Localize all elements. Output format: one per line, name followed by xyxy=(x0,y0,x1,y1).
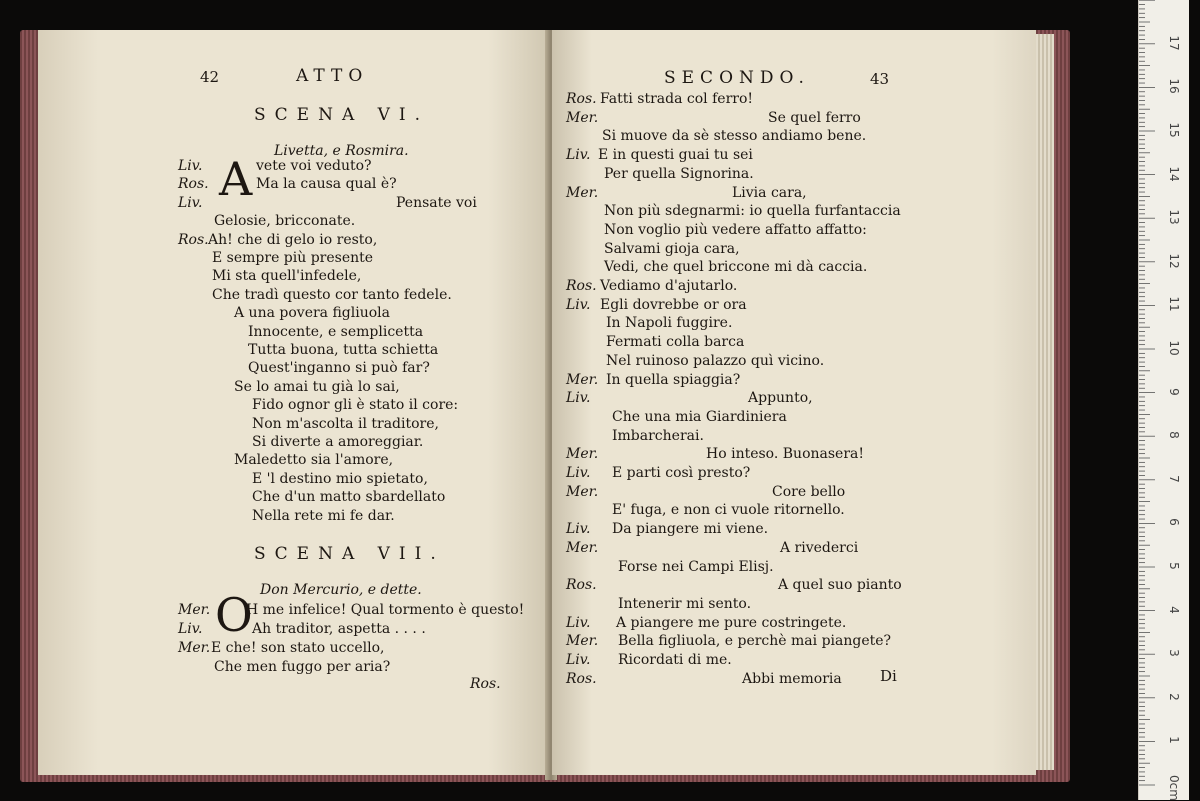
ruler-number: 12 xyxy=(1167,253,1181,269)
page-number: 43 xyxy=(870,70,890,88)
verse-line: Fatti strada col ferro! xyxy=(600,91,754,107)
verse-line: Non m'ascolta il traditore, xyxy=(252,415,439,432)
verse-line: Pensate voi xyxy=(396,194,477,211)
ruler-number: 10 xyxy=(1167,340,1181,356)
verse-line: Gelosie, bricconate. xyxy=(214,213,356,230)
ruler-number: 8 xyxy=(1167,431,1181,439)
ruler-number: 5 xyxy=(1167,562,1181,570)
verse-line: Ho inteso. Buonasera! xyxy=(706,446,864,463)
verse-line: Salvami gioja cara, xyxy=(604,240,740,257)
right-page xyxy=(552,30,1036,775)
verse-line: Core bello xyxy=(772,483,846,500)
speaker-label: Mer. xyxy=(566,483,599,500)
verse-line: E 'l destino mio spietato, xyxy=(252,470,428,487)
speaker-label: Liv. xyxy=(178,158,203,174)
ruler-number: 1 xyxy=(1167,736,1181,745)
verse-line: Nella rete mi fe dar. xyxy=(252,507,395,524)
speaker-label: Ros. xyxy=(178,231,209,248)
speaker-label: Ros. xyxy=(566,278,597,294)
page-edges xyxy=(1036,34,1054,770)
measuring-ruler xyxy=(1138,0,1189,800)
left-page xyxy=(38,30,550,775)
verse-line: Fermati colla barca xyxy=(606,334,745,351)
ruler-number: 13 xyxy=(1167,209,1181,225)
personae-line: Don Mercurio, e dette. xyxy=(260,582,422,598)
ruler-number: 2 xyxy=(1167,692,1181,701)
verse-line: Che men fuggo per aria? xyxy=(214,659,391,675)
verse-line: Egli dovrebbe or ora xyxy=(600,296,747,313)
speaker-label: Mer. xyxy=(566,446,599,463)
verse-line: A piangere me pure costringete. xyxy=(616,614,847,631)
ruler-number: 6 xyxy=(1167,518,1181,527)
verse-line: Per quella Signorina. xyxy=(604,165,754,182)
speaker-label: Ros. xyxy=(566,91,597,107)
personae-line: Livetta, e Rosmira. xyxy=(274,143,409,159)
speaker-label: Liv. xyxy=(178,194,203,211)
running-head: SECONDO. xyxy=(664,68,810,88)
verse-line: In Napoli fuggire. xyxy=(606,315,733,332)
catchword: Ros. xyxy=(470,676,501,692)
scene-heading: SCENA VI. xyxy=(254,105,430,125)
verse-line: Intenerir mi sento. xyxy=(618,595,752,612)
speaker-label: Mer. xyxy=(178,602,211,618)
ruler-number: 9 xyxy=(1167,387,1181,396)
verse-line: Vedi, che quel briccone mi dà caccia. xyxy=(604,259,868,276)
speaker-label: Mer. xyxy=(566,633,599,650)
verse-line: E' fuga, e non ci vuole ritornello. xyxy=(612,502,845,519)
verse-line: Ricordati di me. xyxy=(618,652,732,668)
verse-line: Fido ognor gli è stato il core: xyxy=(252,397,459,414)
verse-line: E parti così presto? xyxy=(612,465,751,481)
ruler-number: 11 xyxy=(1167,296,1181,313)
speaker-label: Ros. xyxy=(178,176,209,193)
verse-line: Livia cara, xyxy=(732,184,807,201)
verse-line: Si muove da sè stesso andiamo bene. xyxy=(602,128,867,145)
verse-line: A rivederci xyxy=(780,539,859,556)
verse-line: E che! son stato uccello, xyxy=(211,640,385,656)
speaker-label: Liv. xyxy=(566,614,591,631)
scene-heading: SCENA VII. xyxy=(254,544,445,564)
catchword: Di xyxy=(880,667,897,685)
verse-line: A quel suo pianto xyxy=(778,577,902,594)
verse-line: vete voi veduto? xyxy=(256,158,372,174)
verse-line: Non voglio più vedere affatto affatto: xyxy=(604,221,867,238)
drop-cap: A xyxy=(219,152,253,206)
verse-line: Che una mia Giardiniera xyxy=(612,408,787,425)
speaker-label: Liv. xyxy=(566,652,591,668)
ruler-number: 4 xyxy=(1167,605,1181,614)
verse-line: Forse nei Campi Elisj. xyxy=(618,558,774,575)
verse-line: Da piangere mi viene. xyxy=(612,521,769,538)
speaker-label: Liv. xyxy=(566,390,591,407)
verse-line: Nel ruinoso palazzo quì vicino. xyxy=(606,352,825,369)
ruler-number: 3 xyxy=(1167,649,1181,657)
verse-line: Abbi memoria xyxy=(742,670,842,687)
speaker-label: Liv. xyxy=(566,465,591,481)
speaker-label: Mer. xyxy=(566,184,599,201)
verse-line: Quest'inganno si può far? xyxy=(248,360,430,377)
running-head: ATTO xyxy=(296,66,369,86)
verse-line: Imbarcherai. xyxy=(612,427,704,444)
verse-line: Appunto, xyxy=(748,390,813,407)
ruler-number: 15 xyxy=(1167,122,1181,138)
page-number: 42 xyxy=(200,68,220,86)
verse-line: Si diverte a amoreggiar. xyxy=(252,434,424,450)
verse-line: Ah! che di gelo io resto, xyxy=(208,231,378,248)
ruler-number: 17 xyxy=(1167,35,1181,51)
verse-line: Maledetto sia l'amore, xyxy=(234,452,394,469)
verse-line: Se quel ferro xyxy=(768,109,861,126)
verse-line: In quella spiaggia? xyxy=(606,371,741,388)
speaker-label: Ros. xyxy=(566,577,597,594)
speaker-label: Liv. xyxy=(566,296,591,313)
speaker-label: Mer. xyxy=(566,539,599,556)
verse-line: Ma la causa qual è? xyxy=(256,176,397,193)
verse-line: Vediamo d'ajutarlo. xyxy=(600,278,738,294)
speaker-label: Liv. xyxy=(178,621,203,637)
verse-line: H me infelice! Qual tormento è questo! xyxy=(246,602,525,618)
verse-line: Se lo amai tu già lo sai, xyxy=(234,378,400,395)
verse-line: Che tradì questo cor tanto fedele. xyxy=(212,286,452,303)
verse-line: E in questi guai tu sei xyxy=(598,147,753,164)
drop-cap: O xyxy=(215,588,253,642)
speaker-label: Liv. xyxy=(566,147,591,164)
ruler-number: 16 xyxy=(1167,78,1181,95)
ruler-number: 7 xyxy=(1167,474,1181,483)
verse-line: Che d'un matto sbardellato xyxy=(252,489,446,506)
verse-line: Mi sta quell'infedele, xyxy=(212,268,362,285)
verse-line: Bella figliuola, e perchè mai piangete? xyxy=(618,633,892,650)
speaker-label: Ros. xyxy=(566,670,597,687)
speaker-label: Mer. xyxy=(566,371,599,388)
verse-line: E sempre più presente xyxy=(212,250,374,266)
speaker-label: Liv. xyxy=(566,521,591,538)
verse-line: Non più sdegnarmi: io quella furfantaccia xyxy=(604,203,901,220)
verse-line: Tutta buona, tutta schietta xyxy=(248,342,439,358)
verse-line: Ah traditor, aspetta . . . . xyxy=(252,621,426,637)
verse-line: A una povera figliuola xyxy=(234,305,390,322)
ruler-number: 0cm xyxy=(1167,775,1181,801)
ruler-ticks xyxy=(1139,0,1189,800)
verse-line: Innocente, e semplicetta xyxy=(248,323,424,340)
ruler-number: 14 xyxy=(1167,165,1181,182)
speaker-label: Mer. xyxy=(566,109,599,126)
speaker-label: Mer. xyxy=(178,640,211,656)
